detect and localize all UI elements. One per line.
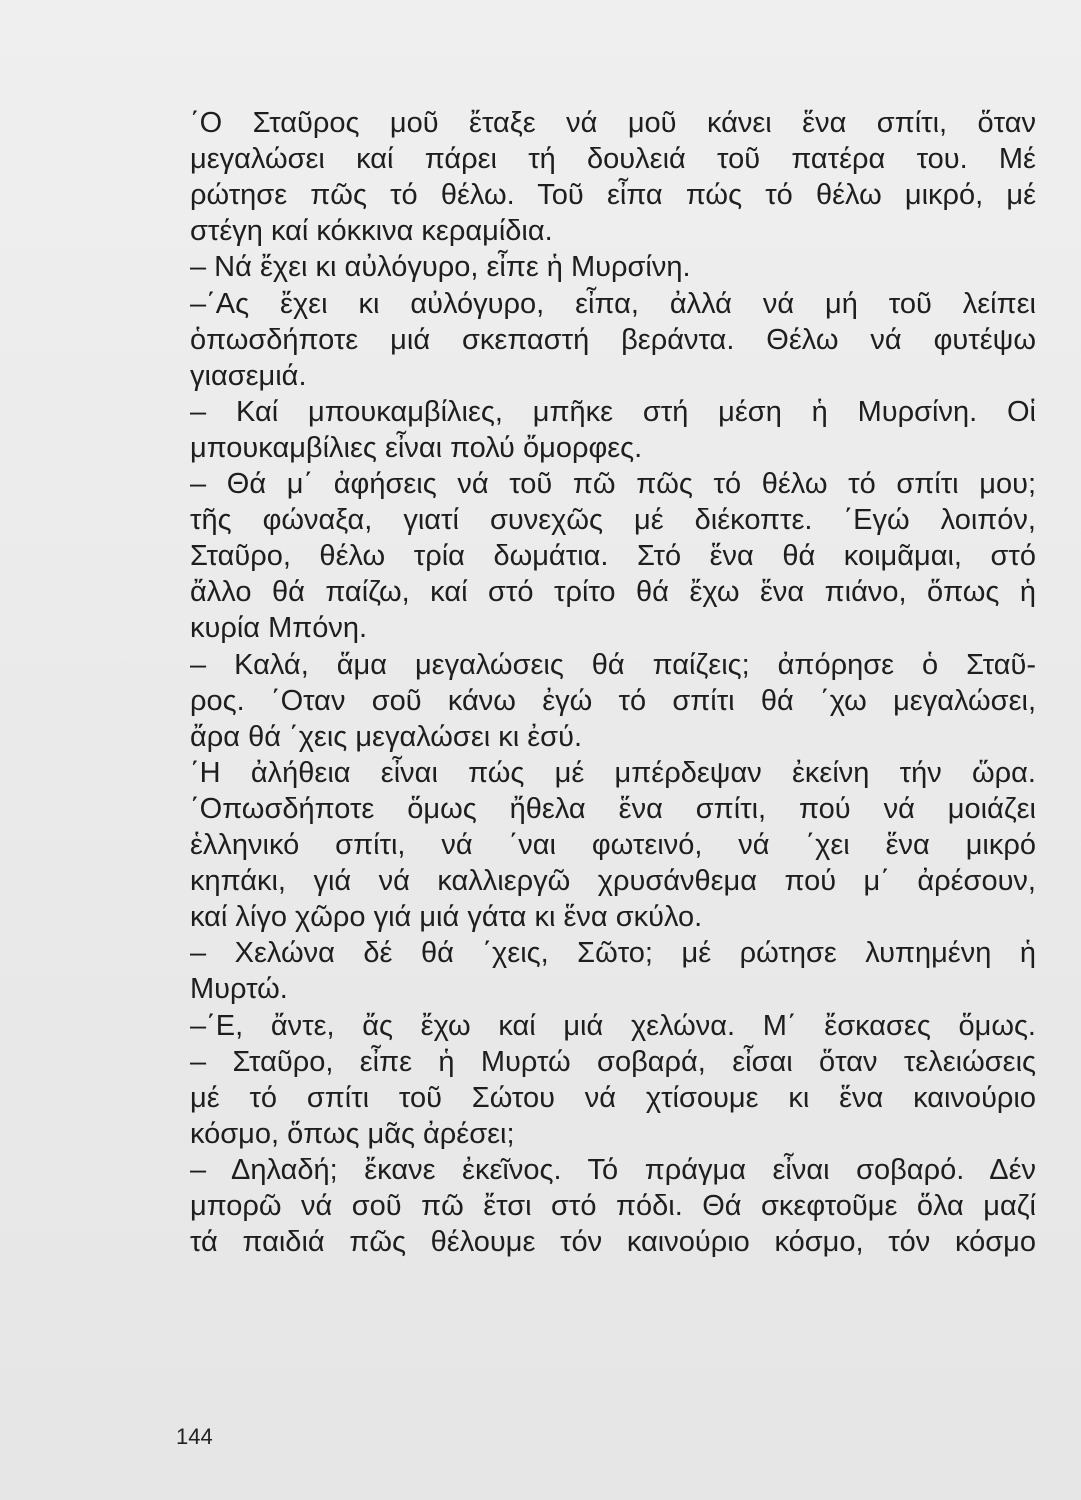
text-line: γιασεμιά. <box>190 359 307 392</box>
text-line: καί λίγο χῶρο γιά μιά γάτα κι ἕνα σκύλο. <box>190 901 703 934</box>
text-line: – Θά μ΄ ἀφήσεις νά τοῦ πῶ πῶς τό θέλω τό σπίτι μου; <box>190 468 1036 500</box>
text-line: –΄Ας ἔχει κι αὐλόγυρο, εἶπα, ἀλλά νά μή τοῦ λείπει <box>190 287 1036 320</box>
text-line: ἄλλο θά παίζω, καί στό τρίτο θά ἔχω ἕνα πιάνο, ὅπως ἡ <box>190 576 1036 609</box>
text-line: μέ τό σπίτι τοῦ Σώτου νά χτίσουμε κι ἕνα καινούριο <box>190 1081 1036 1114</box>
text-line: κυρία Μπόνη. <box>190 612 368 645</box>
text-line: μπουκαμβίλιες εἶναι πολύ ὄμορφες. <box>190 431 643 464</box>
text-line: τά παιδιά πῶς θέλουμε τόν καινούριο κόσμο, τόν κόσμο <box>190 1226 1036 1259</box>
text-line: ΄Οπωσδήποτε ὅμως ἤθελα ἕνα σπίτι, πού νά μοιάζει <box>190 792 1036 825</box>
text-line: τῆς φώναξα, γιατί συνεχῶς μέ διέκοπτε. ΄Εγώ λοιπόν, <box>190 504 1036 537</box>
text-line: – Νά ἔχει κι αὐλόγυρο, εἶπε ἡ Μυρσίνη. <box>190 251 691 284</box>
text-line: –΄Ε, ἄντε, ἄς ἔχω καί μιά χελώνα. Μ΄ ἔσκασες ὅμως. <box>190 1009 1036 1042</box>
page-number: 144 <box>176 1424 213 1449</box>
text-line: ΄Ο Σταῦρος μοῦ ἔταξε νά μοῦ κάνει ἕνα σπίτι, ὅταν <box>190 107 1036 139</box>
text-line: – Καί μπουκαμβίλιες, μπῆκε στή μέση ἡ Μυρσίνη. Οἱ <box>190 395 1036 428</box>
text-line: μπορῶ νά σοῦ πῶ ἔτσι στό πόδι. Θά σκεφτοῦμε ὅλα μαζί <box>190 1190 1036 1222</box>
text-line: ρώτησε πῶς τό θέλω. Τοῦ εἶπα πώς τό θέλω μικρό, μέ <box>190 179 1036 212</box>
text-line: κόσμο, ὅπως μᾶς ἀρέσει; <box>190 1117 515 1150</box>
text-line: – Σταῦρο, εἶπε ἡ Μυρτώ σοβαρά, εἶσαι ὅταν τελειώσεις <box>190 1045 1036 1078</box>
text-line: Σταῦρο, θέλω τρία δωμάτια. Στό ἕνα θά κοιμᾶμαι, στό <box>190 540 1036 573</box>
text-line: ρος. ΄Οταν σοῦ κάνω ἐγώ τό σπίτι θά ΄χω μεγαλώσει, <box>190 684 1036 717</box>
text-line: μεγαλώσει καί πάρει τή δουλειά τοῦ πατέρα του. Μέ <box>190 143 1036 176</box>
text-line: κηπάκι, γιά νά καλλιεργῶ χρυσάνθεμα πού μ΄ ἀρέσουν, <box>190 865 1036 898</box>
text-line: – Δηλαδή; ἔκανε ἐκεῖνος. Τό πράγμα εἶναι σοβαρό. Δέν <box>190 1153 1036 1186</box>
text-line: ἄρα θά ΄χεις μεγαλώσει κι ἐσύ. <box>190 720 582 753</box>
text-line: – Χελώνα δέ θά ΄χεις, Σῶτο; μέ ρώτησε λυπημένη ἡ <box>190 937 1036 970</box>
text-line: ὁπωσδήποτε μιά σκεπαστή βεράντα. Θέλω νά φυτέψω <box>190 323 1036 356</box>
text-line: Μυρτώ. <box>190 973 288 1006</box>
text-line: – Καλά, ἅμα μεγαλώσεις θά παίζεις; ἀπόρησε ὁ Σταῦ- <box>190 648 1036 681</box>
text-line: ἑλληνικό σπίτι, νά ΄ναι φωτεινό, νά ΄χει ἕνα μικρό <box>190 829 1036 861</box>
text-line: ΄Η ἀλήθεια εἶναι πώς μέ μπέρδεψαν ἐκείνη τήν ὥρα. <box>190 756 1036 789</box>
text-line: στέγη καί κόκκινα κεραμίδια. <box>190 215 553 248</box>
